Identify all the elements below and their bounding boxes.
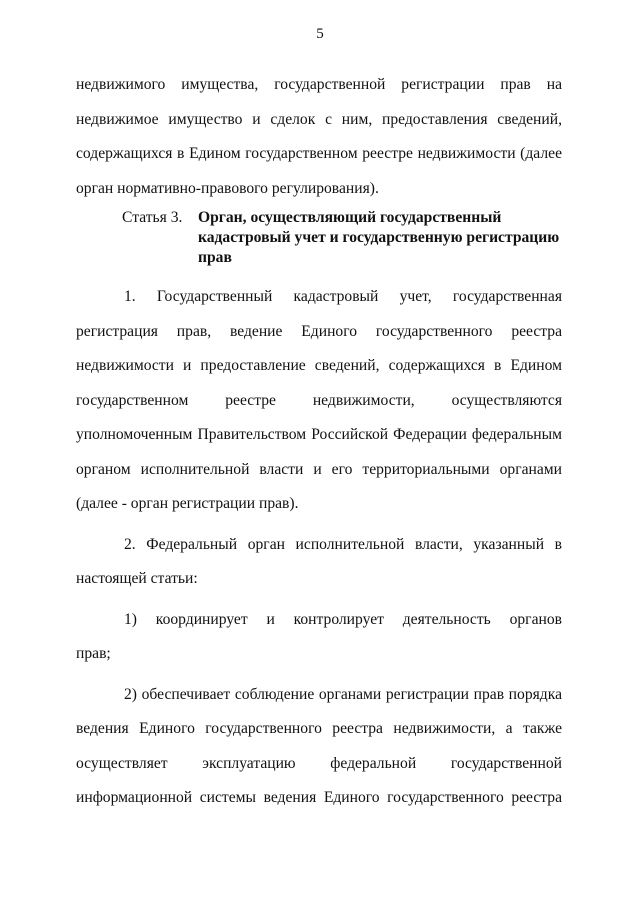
text-line: информационной системы ведения Единого государственного реестра [76, 789, 562, 806]
text-line: недвижимое имущество и сделок с ним, предоставления сведений, [76, 110, 562, 128]
page-number: 5 [316, 26, 324, 42]
text-line: государственном реестре недвижимости, осуществляются [76, 391, 562, 409]
text-line: (далее - орган регистрации прав). [76, 495, 299, 512]
text-line: регистрация прав, ведение Единого государственного реестра [76, 322, 562, 340]
paragraph-continuation [76, 68, 562, 206]
text-line: орган нормативно-правового регулирования). [76, 179, 379, 197]
text-line: недвижимости и предоставление сведений, содержащихся в Едином [76, 357, 562, 374]
article-body [76, 280, 562, 816]
text-line: настоящей статьи: [76, 570, 198, 587]
text-line: содержащихся в Едином государственном реестре недвижимости (далее [76, 145, 562, 162]
text-line: 2) обеспечивает соблюдение органами регистрации прав порядка [124, 685, 562, 703]
text-line: 1. Государственный кадастровый учет, государственная [124, 288, 562, 305]
article-title-line: Орган, осуществляющий государственный [198, 209, 502, 226]
text-line: 2. Федеральный орган исполнительной власти, указанный в [124, 535, 562, 553]
text-line: 1) координирует и контролирует деятельность органов [124, 610, 562, 628]
article-title-line: кадастровый учет и государственную регистрацию [198, 229, 560, 246]
article-title-line: прав [198, 249, 232, 266]
text-line: прав; [76, 645, 111, 662]
article-label: Статья 3. [122, 209, 183, 226]
text-line: недвижимого имущества, государственной регистрации прав на [76, 76, 562, 93]
text-line: органом исполнительной власти и его территориальными органами [76, 460, 562, 478]
text-line: ведения Единого государственного реестра недвижимости, а также [76, 720, 562, 737]
article-title [198, 208, 578, 268]
text-line: осуществляет эксплуатацию федеральной государственной [76, 754, 562, 772]
text-line: уполномоченным Правительством Российской Федерации федеральным [76, 426, 562, 443]
